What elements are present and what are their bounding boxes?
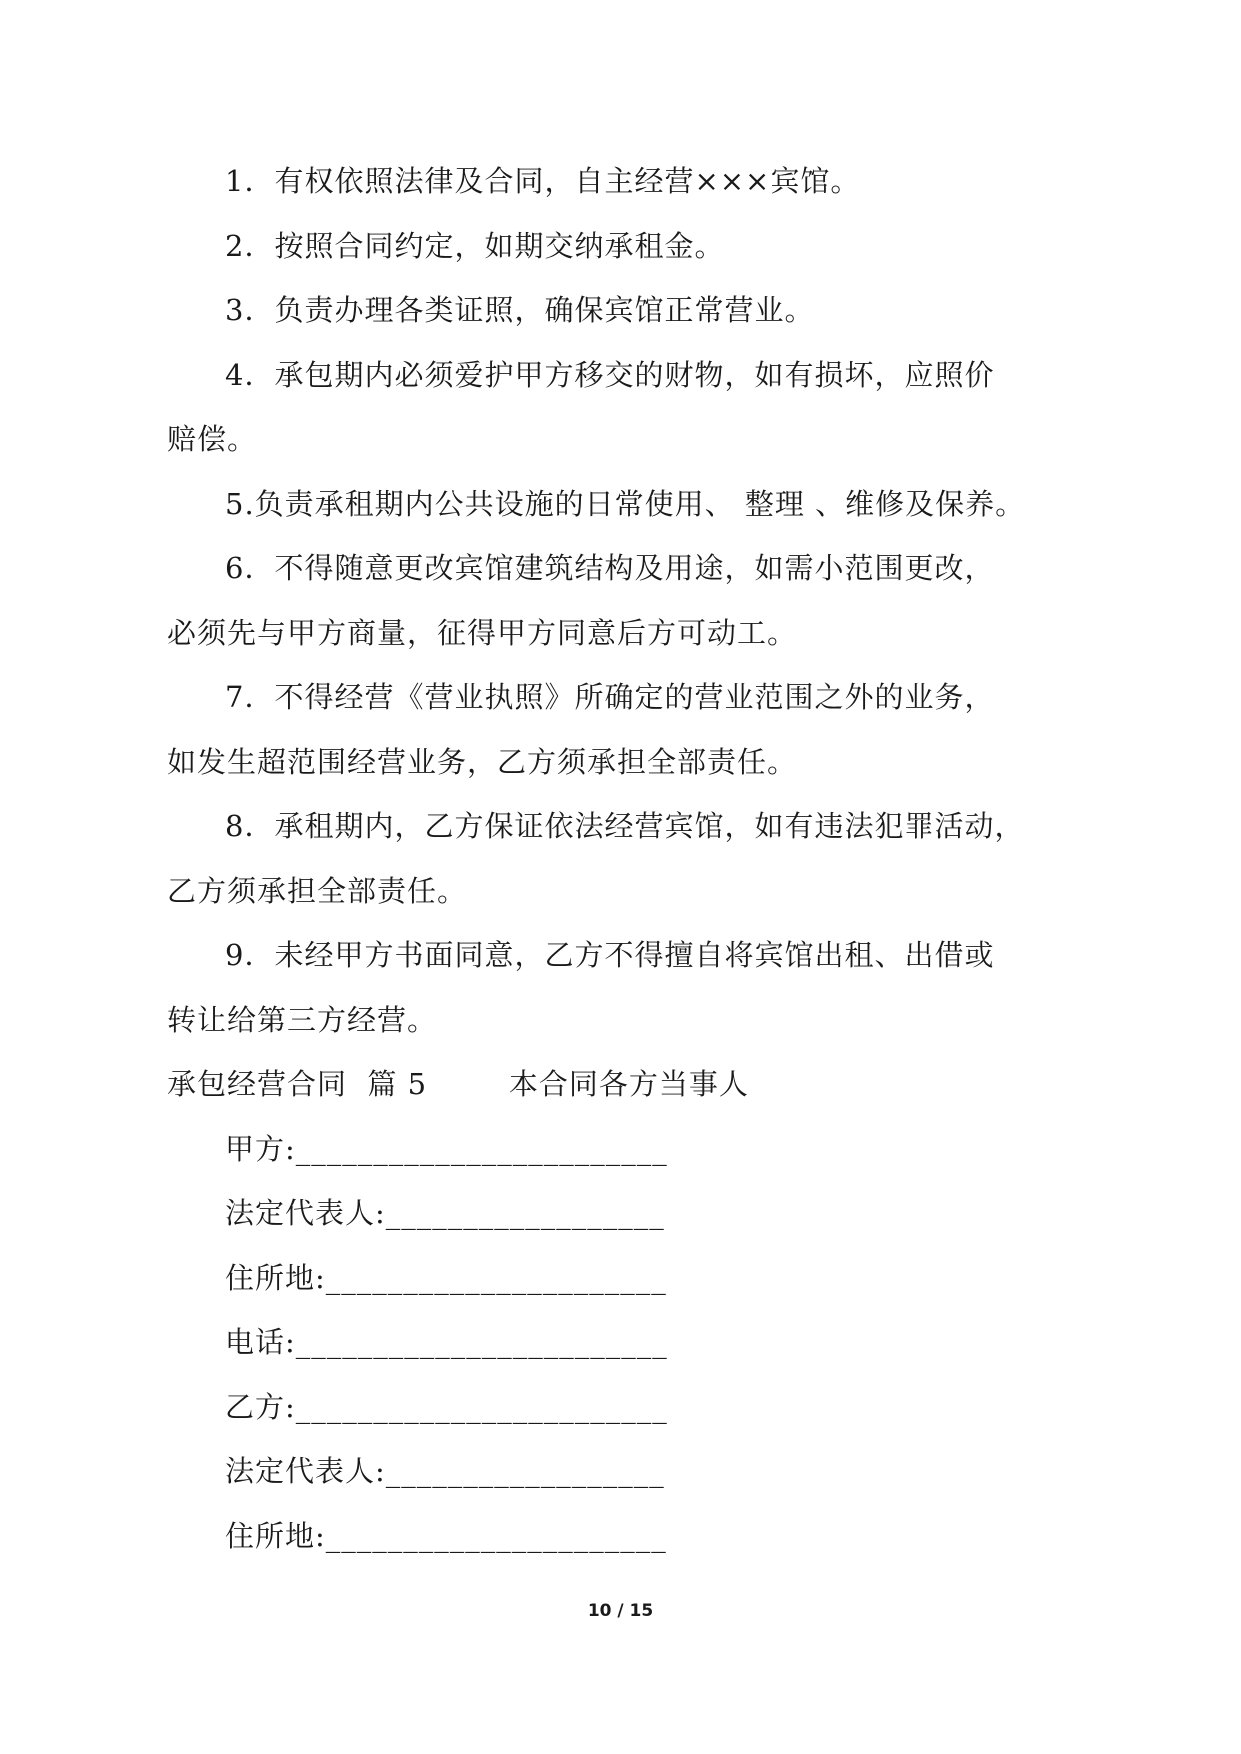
- clause-3: 3．负责办理各类证照，确保宾馆正常营业。: [225, 293, 815, 327]
- party-a-phone-field: 电话:________________________: [225, 1325, 668, 1359]
- page-number: 10 / 15: [587, 1601, 654, 1621]
- party-a-address-field: 住所地:______________________: [225, 1261, 667, 1295]
- clause-4-continued: 赔偿。: [167, 422, 258, 456]
- clause-2: 2．按照合同约定，如期交纳承租金。: [225, 229, 725, 263]
- clause-7: 7．不得经营《营业执照》所确定的营业范围之外的业务，: [225, 680, 995, 714]
- party-a-field: 甲方:________________________: [225, 1132, 668, 1166]
- clause-8-continued: 乙方须承担全部责任。: [167, 874, 468, 908]
- clause-6-continued: 必须先与甲方商量，征得甲方同意后方可动工。: [167, 616, 798, 650]
- party-b-address-field: 住所地:______________________: [225, 1519, 667, 1553]
- clause-1: 1．有权依照法律及合同，自主经营×××宾馆。: [225, 164, 861, 198]
- clause-6: 6．不得随意更改宾馆建筑结构及用途，如需小范围更改，: [225, 551, 995, 585]
- clause-4: 4．承包期内必须爱护甲方移交的财物，如有损坏，应照价: [225, 358, 995, 392]
- clause-8: 8．承租期内，乙方保证依法经营宾馆，如有违法犯罪活动，: [225, 809, 1025, 843]
- clause-9: 9．未经甲方书面同意，乙方不得擅自将宾馆出租、出借或: [225, 938, 995, 972]
- party-a-representative-field: 法定代表人:__________________: [225, 1196, 665, 1230]
- party-b-field: 乙方:________________________: [225, 1390, 668, 1424]
- clause-5: 5.负责承租期内公共设施的日常使用、 整理 、维修及保养。: [225, 487, 1026, 521]
- section-heading: 承包经营合同 篇 5 本合同各方当事人: [167, 1067, 749, 1101]
- party-b-representative-field: 法定代表人:__________________: [225, 1454, 665, 1488]
- clause-7-continued: 如发生超范围经营业务，乙方须承担全部责任。: [167, 745, 798, 779]
- clause-9-continued: 转让给第三方经营。: [167, 1003, 438, 1037]
